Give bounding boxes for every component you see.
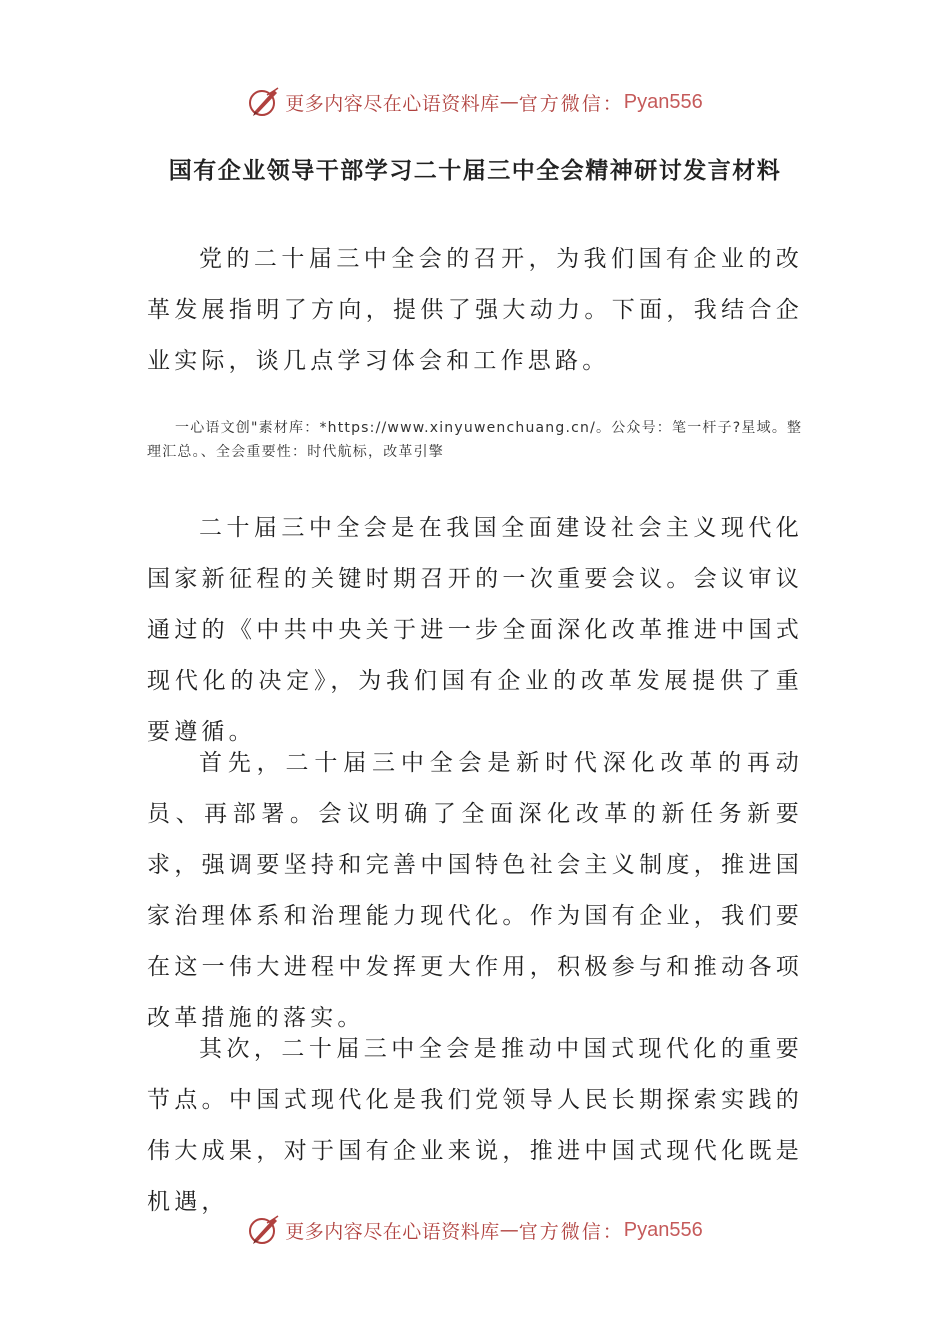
footer-banner xyxy=(0,1210,950,1250)
paragraph-intro: 党的二十届三中全会的召开，为我们国有企业的改革发展指明了方向，提供了强大动力。下面，我结合企业实际，谈几点学习体会和工作思路。 xyxy=(147,246,803,374)
wechat-id: Pyan556 xyxy=(623,90,703,113)
quill-pen-logo-icon xyxy=(247,85,281,119)
quill-pen-logo-icon xyxy=(247,1213,281,1247)
wechat-id: Pyan556 xyxy=(623,1218,703,1241)
wechat-label: 官方微信： xyxy=(518,1220,624,1243)
paragraph-first-point: 首先，二十届三中全会是新时代深化改革的再动员、再部署。会议明确了全面深化改革的新任务新要求，强调要坚持和完善中国特色社会主义制度，推进国家治理体系和治理能力现代化。作为国有企业，我们要在这一伟大进程中发挥更大作用，积极参与和推动各项改革措施的落实。 xyxy=(147,750,803,1031)
promo-text: 更多内容尽在心语资料库 xyxy=(285,92,500,115)
document-title: 国有企业领导干部学习二十届三中全会精神研讨发言材料 xyxy=(168,158,782,184)
separator-dash: — xyxy=(499,1219,519,1241)
separator-dash: — xyxy=(499,91,519,113)
promo-text: 更多内容尽在心语资料库 xyxy=(285,1220,500,1243)
header-banner xyxy=(0,82,950,122)
wechat-label: 官方微信： xyxy=(518,92,624,115)
source-note: 一心语文创"素材库：*https://www.xinyuwenchuang.cn/。公众号：笔一杆子?星域。整理汇总。、全会重要性：时代航标，改革引擎 xyxy=(147,420,803,460)
paragraph-session-importance: 二十届三中全会是在我国全面建设社会主义现代化国家新征程的关键时期召开的一次重要会议。会议审议通过的《中共中央关于进一步全面深化改革推进中国式现代化的决定》，为我们国有企业的改革发展提供了重要遵循。 xyxy=(147,515,803,745)
paragraph-second-point: 其次，二十届三中全会是推动中国式现代化的重要节点。中国式现代化是我们党领导人民长期探索实践的伟大成果，对于国有企业来说，推进中国式现代化既是机遇， xyxy=(147,1036,803,1215)
